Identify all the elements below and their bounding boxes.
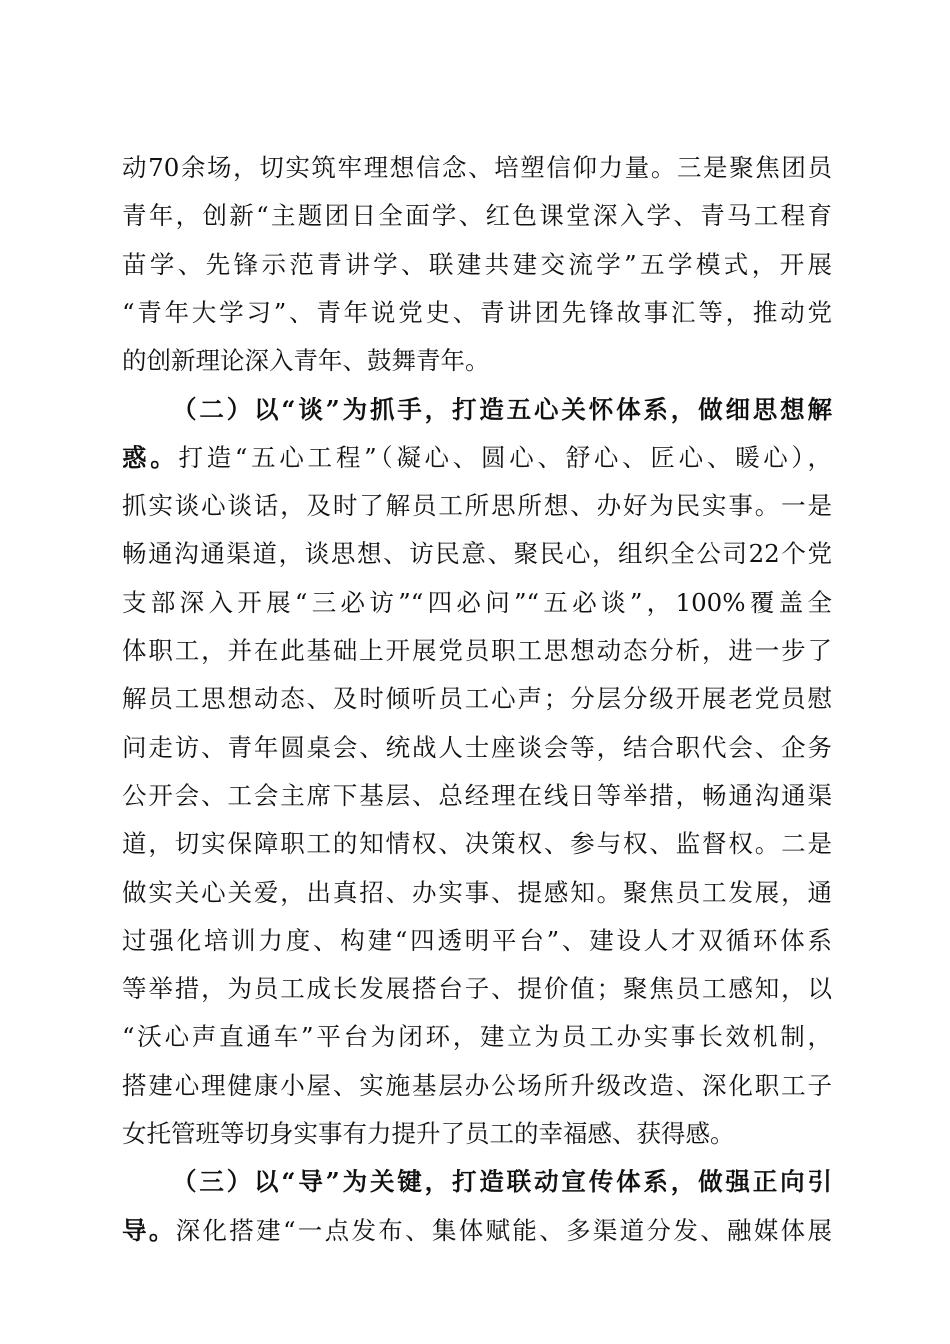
section-heading: 导。	[122, 1216, 176, 1245]
text-line: 问走访、青年圆桌会、统战人士座谈会等，结合职代会、企务	[122, 733, 832, 762]
text-line: 公开会、工会主席下基层、总经理在线日等举措，畅通沟通渠	[122, 781, 832, 810]
section-heading-line	[172, 1162, 832, 1202]
text-line: 支部深入开展“三必访”“四必问”“五必谈”，100%覆盖全	[122, 588, 832, 617]
text-line: 畅通沟通渠道，谈思想、访民意、聚民心，组织全公司22个党	[122, 539, 832, 568]
text-line: 惑。打造“五心工程”（凝心、圆心、舒心、匠心、暖心），	[122, 443, 832, 472]
text-line: 女托管班等切身实事有力提升了员工的幸福感、获得感。	[122, 1119, 735, 1148]
section-heading-line	[172, 390, 832, 430]
text-line: 过强化培训力度、构建“四透明平台”、建设人才双循环体系	[122, 926, 832, 955]
text-line: 等举措，为员工成长发展搭台子、提价值；聚焦员工感知，以	[122, 974, 832, 1003]
text-line: 搭建心理健康小屋、实施基层办公场所升级改造、深化职工子	[122, 1071, 832, 1100]
text-line: 解员工思想动态、及时倾听员工心声；分层分级开展老党员慰	[122, 684, 832, 713]
section-heading: （二）以“谈”为抓手，打造五心关怀体系，做细思想解	[172, 395, 832, 424]
text-line: 道，切实保障职工的知情权、决策权、参与权、监督权。二是	[122, 829, 832, 858]
text-line: 体职工，并在此基础上开展党员职工思想动态分析，进一步了	[122, 636, 832, 665]
text-line: “青年大学习”、青年说党史、青讲团先锋故事汇等，推动党	[122, 298, 832, 327]
text-line: 导。深化搭建“一点发布、集体赋能、多渠道分发、融媒体展	[122, 1216, 832, 1245]
text-line: 青年，创新“主题团日全面学、红色课堂深入学、青马工程育	[122, 201, 832, 230]
section-heading: 惑。	[122, 443, 179, 472]
text-line: 的创新理论深入青年、鼓舞青年。	[122, 346, 490, 375]
text-line: 抓实谈心谈话，及时了解员工所思所想、办好为民实事。一是	[122, 491, 832, 520]
text-line: 做实关心关爱，出真招、办实事、提感知。聚焦员工发展，通	[122, 878, 832, 907]
text-line: 动70余场，切实筑牢理想信念、培塑信仰力量。三是聚焦团员	[122, 153, 832, 182]
section-heading: （三）以“导”为关键，打造联动宣传体系，做强正向引	[172, 1167, 832, 1196]
text-line: “沃心声直通车”平台为闭环，建立为员工办实事长效机制，	[122, 1022, 832, 1051]
text-line: 苗学、先锋示范青讲学、联建共建交流学”五学模式，开展	[122, 250, 832, 279]
